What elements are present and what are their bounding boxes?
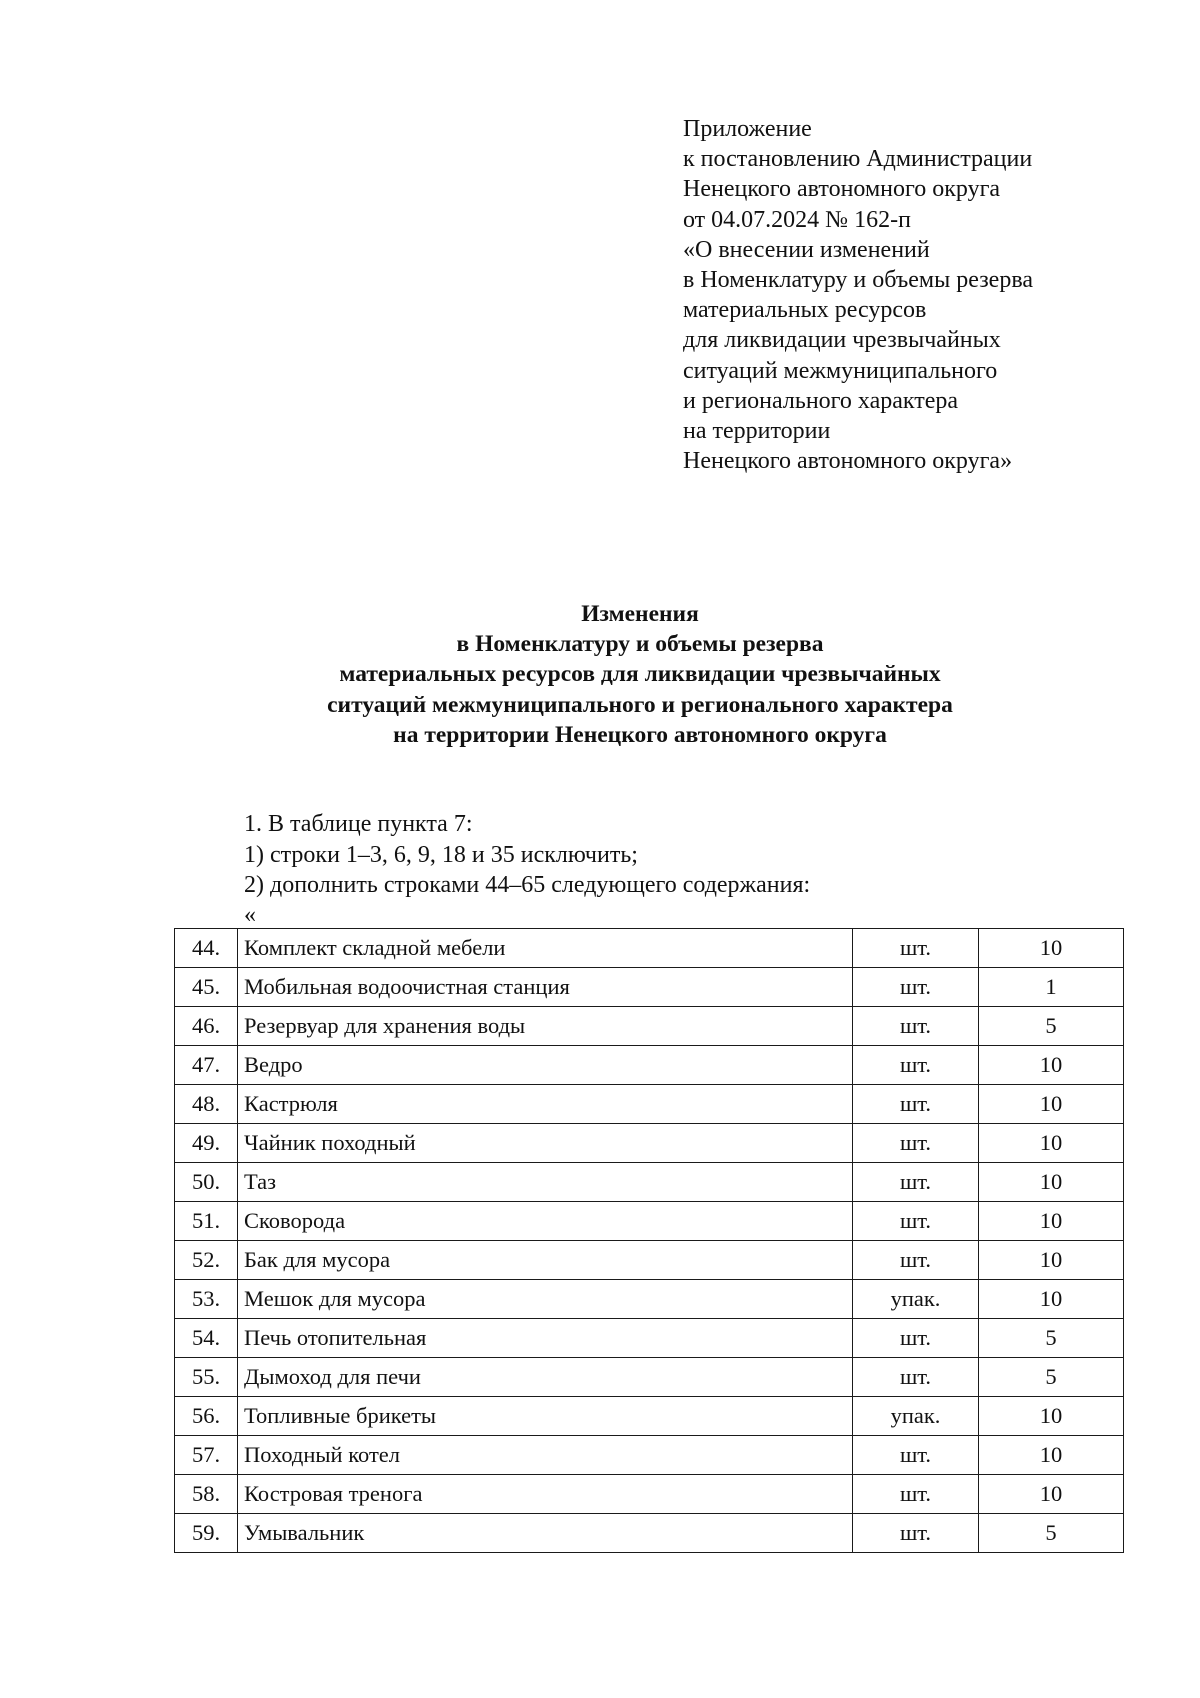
items-table <box>174 928 1124 1553</box>
item-name: Печь отопительная <box>238 1319 853 1358</box>
item-name: Умывальник <box>238 1514 853 1553</box>
row-number: 47. <box>175 1046 238 1085</box>
item-quantity: 10 <box>979 1280 1124 1319</box>
row-number: 50. <box>175 1163 238 1202</box>
table-row <box>175 1124 1124 1163</box>
table-row <box>175 1436 1124 1475</box>
open-quote: « <box>244 902 256 928</box>
intro-line: 1. В таблице пункта 7: <box>244 811 473 837</box>
title-line: ситуаций межмуниципального и регионального характера <box>327 691 953 718</box>
item-unit: упак. <box>853 1397 979 1436</box>
appendix-line: и регионального характера <box>683 387 959 414</box>
item-unit: шт. <box>853 929 979 968</box>
row-number: 53. <box>175 1280 238 1319</box>
item-unit: шт. <box>853 1241 979 1280</box>
table-row <box>175 1358 1124 1397</box>
table-row <box>175 1319 1124 1358</box>
title-line: материальных ресурсов для ликвидации чрезвычайных <box>339 661 941 688</box>
table-row <box>175 968 1124 1007</box>
appendix-line: для ликвидации чрезвычайных <box>683 327 1001 354</box>
appendix-line: на территории <box>683 418 831 445</box>
table-row <box>175 1202 1124 1241</box>
table-row <box>175 929 1124 968</box>
item-quantity: 1 <box>979 968 1124 1007</box>
appendix-line: к постановлению Администрации <box>683 146 1033 173</box>
item-quantity: 10 <box>979 1085 1124 1124</box>
row-number: 49. <box>175 1124 238 1163</box>
item-name: Комплект складной мебели <box>238 929 853 968</box>
item-name: Кастрюля <box>238 1085 853 1124</box>
row-number: 51. <box>175 1202 238 1241</box>
table-row <box>175 1007 1124 1046</box>
item-unit: шт. <box>853 1007 979 1046</box>
row-number: 59. <box>175 1514 238 1553</box>
item-unit: шт. <box>853 1124 979 1163</box>
table-row <box>175 1085 1124 1124</box>
item-name: Костровая тренога <box>238 1475 853 1514</box>
item-unit: шт. <box>853 1163 979 1202</box>
item-quantity: 5 <box>979 1514 1124 1553</box>
row-number: 44. <box>175 929 238 968</box>
row-number: 58. <box>175 1475 238 1514</box>
item-name: Резервуар для хранения воды <box>238 1007 853 1046</box>
item-quantity: 5 <box>979 1358 1124 1397</box>
appendix-line: Ненецкого автономного округа» <box>683 448 1013 475</box>
item-name: Ведро <box>238 1046 853 1085</box>
table-row <box>175 1397 1124 1436</box>
item-name: Мобильная водоочистная станция <box>238 968 853 1007</box>
row-number: 55. <box>175 1358 238 1397</box>
items-table-body <box>175 929 1124 1553</box>
item-quantity: 5 <box>979 1007 1124 1046</box>
item-name: Чайник походный <box>238 1124 853 1163</box>
item-quantity: 10 <box>979 1475 1124 1514</box>
item-unit: шт. <box>853 1358 979 1397</box>
row-number: 52. <box>175 1241 238 1280</box>
title-line: в Номенклатуру и объемы резерва <box>456 631 824 658</box>
item-unit: шт. <box>853 968 979 1007</box>
item-name: Мешок для мусора <box>238 1280 853 1319</box>
appendix-line: материальных ресурсов <box>683 297 927 324</box>
item-name: Сковорода <box>238 1202 853 1241</box>
item-unit: шт. <box>853 1202 979 1241</box>
table-row <box>175 1241 1124 1280</box>
item-unit: упак. <box>853 1280 979 1319</box>
row-number: 54. <box>175 1319 238 1358</box>
item-name: Бак для мусора <box>238 1241 853 1280</box>
appendix-line: Приложение <box>683 116 812 142</box>
item-name: Дымоход для печи <box>238 1358 853 1397</box>
item-name: Таз <box>238 1163 853 1202</box>
table-row <box>175 1280 1124 1319</box>
item-quantity: 10 <box>979 1163 1124 1202</box>
appendix-block <box>683 114 1163 476</box>
table-row <box>175 1475 1124 1514</box>
item-quantity: 10 <box>979 1397 1124 1436</box>
item-quantity: 10 <box>979 929 1124 968</box>
appendix-line: ситуаций межмуниципального <box>683 357 998 384</box>
table-row <box>175 1514 1124 1553</box>
item-quantity: 10 <box>979 1046 1124 1085</box>
document-title <box>150 599 1130 750</box>
item-quantity: 10 <box>979 1202 1124 1241</box>
intro-paragraphs <box>244 809 810 901</box>
title-line: на территории Ненецкого автономного округа <box>393 721 887 748</box>
item-unit: шт. <box>853 1319 979 1358</box>
appendix-line: Ненецкого автономного округа <box>683 176 1001 203</box>
item-name: Походный котел <box>238 1436 853 1475</box>
intro-line: 2) дополнить строками 44–65 следующего содержания: <box>244 872 811 898</box>
row-number: 56. <box>175 1397 238 1436</box>
item-unit: шт. <box>853 1085 979 1124</box>
item-quantity: 10 <box>979 1241 1124 1280</box>
table-row <box>175 1163 1124 1202</box>
appendix-line: от 04.07.2024 № 162-п <box>683 206 911 233</box>
intro-line: 1) строки 1–3, 6, 9, 18 и 35 исключить; <box>244 841 638 868</box>
item-quantity: 5 <box>979 1319 1124 1358</box>
row-number: 46. <box>175 1007 238 1046</box>
item-quantity: 10 <box>979 1124 1124 1163</box>
row-number: 57. <box>175 1436 238 1475</box>
item-name: Топливные брикеты <box>238 1397 853 1436</box>
row-number: 48. <box>175 1085 238 1124</box>
appendix-line: в Номенклатуру и объемы резерва <box>683 267 1033 294</box>
item-unit: шт. <box>853 1046 979 1085</box>
title-line: Изменения <box>581 601 699 627</box>
row-number: 45. <box>175 968 238 1007</box>
appendix-line: «О внесении изменений <box>683 236 930 263</box>
item-unit: шт. <box>853 1436 979 1475</box>
item-unit: шт. <box>853 1514 979 1553</box>
item-quantity: 10 <box>979 1436 1124 1475</box>
table-row <box>175 1046 1124 1085</box>
item-unit: шт. <box>853 1475 979 1514</box>
